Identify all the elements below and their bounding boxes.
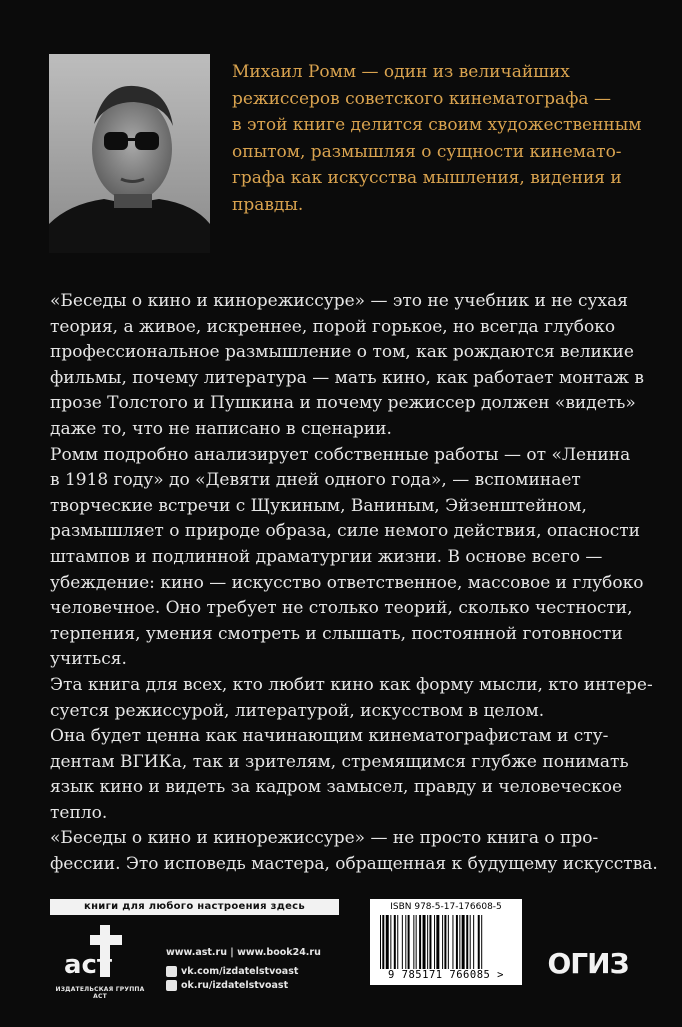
body-line: Она будет ценна как начинающим кинематографистам и сту- (50, 726, 609, 747)
body-line: язык кино и видеть за кадром замысел, правду и человеческое (50, 777, 623, 798)
body-line: прозе Толстого и Пушкина и почему режиссер должен «видеть» (50, 393, 636, 414)
barcode-bar (413, 915, 414, 969)
vk-text: vk.com/izdatelstvoast (181, 966, 299, 977)
body-line: дентам ВГИКа, так и зрителям, стремящимся глубже понимать (50, 751, 629, 772)
barcode-bar (452, 915, 453, 969)
body-line: штампов и подлинной драматургии жизни. В основе всего — (50, 546, 603, 567)
ast-logo-text: аст (64, 950, 113, 980)
barcode-bar (386, 915, 389, 969)
body-line: фильмы, почему литература — мать кино, как работает монтаж в (50, 367, 644, 388)
barcode-bar (462, 915, 465, 969)
author-photo (49, 54, 210, 253)
intro-line: в этой книге делится своим художественным (232, 115, 642, 135)
body-line: даже то, что не написано в сценарии. (50, 418, 392, 439)
barcode-bar (459, 915, 460, 969)
intro-line: правды. (232, 194, 304, 215)
body-line: в 1918 году» до «Девяти дней одного года», — вспоминает (50, 470, 581, 491)
barcode-bar (380, 915, 381, 969)
barcode-bar (448, 915, 449, 969)
body-line: учиться. (50, 649, 127, 670)
barcode-bar (382, 915, 384, 969)
barcode-bar (444, 915, 446, 969)
barcode-bar (481, 915, 482, 969)
barcode-bar (408, 915, 410, 969)
barcode-bar (434, 915, 435, 969)
body-line: Эта книга для всех, кто любит кино как форму мысли, кто интере- (50, 674, 653, 695)
body-line: Ромм подробно анализирует собственные работы — от «Ленина (50, 444, 631, 465)
tagline-banner: книги для любого настроения здесь (50, 899, 339, 915)
barcode-bar (470, 915, 471, 969)
body-line: тепло. (50, 802, 108, 823)
intro-paragraph (232, 59, 652, 218)
barcode-bar (423, 915, 426, 969)
body-line: «Беседы о кино и кинорежиссуре» — это не учебник и не сухая (50, 291, 628, 311)
ok-icon (166, 980, 177, 991)
barcode-bar (416, 915, 417, 969)
publisher-websites[interactable]: www.ast.ru | www.book24.ru (166, 947, 321, 958)
body-line: теория, а живое, искреннее, порой горькое, но всегда глубоко (50, 316, 616, 337)
publisher-caption: ИЗДАТЕЛЬСКАЯ ГРУППА АСТ (55, 986, 145, 1000)
vk-link[interactable] (166, 966, 298, 977)
vk-icon (166, 966, 177, 977)
barcode-bar (427, 915, 428, 969)
body-line: человечное. Оно требует не столько теорий, сколько честности, (50, 598, 633, 619)
body-line: профессиональное размышление о том, как рождаются великие (50, 342, 634, 363)
barcode-bar (405, 915, 406, 969)
ast-logo-icon (62, 921, 132, 981)
barcode-bar (478, 915, 480, 969)
body-line: размышляет о природе образа, силе немого действия, опасности (50, 521, 640, 542)
body-line: суется режиссурой, литературой, искусством в целом. (50, 700, 545, 721)
isbn-text: ISBN 978-5-17-176608-5 (390, 902, 502, 912)
barcode-bar (466, 915, 468, 969)
body-line: фессии. Это исповедь мастера, обращенная к будущему искусства. (50, 854, 658, 875)
intro-line: опытом, размышляя о сущности кинемато- (232, 141, 622, 162)
barcode-bar (442, 915, 443, 969)
body-line: терпения, умения смотреть и слышать, постоянной готовности (50, 623, 623, 644)
barcode-number: 9 785171 766085 > (388, 969, 504, 981)
barcode-bar (429, 915, 431, 969)
intro-line: Михаил Ромм — один из величайших (232, 62, 570, 82)
barcode-bar (436, 915, 439, 969)
body-line: убеждение: кино — искусство ответственное, массовое и глубоко (50, 572, 644, 593)
barcode-bar (397, 915, 398, 969)
barcode-block (370, 899, 522, 985)
ok-text: ok.ru/izdatelstvoast (181, 980, 289, 991)
barcode-bar (456, 915, 458, 969)
body-line: творческие встречи с Щукиным, Ваниным, Эйзенштейном, (50, 495, 587, 516)
barcode-bar (473, 915, 474, 969)
barcode-bar (419, 915, 421, 969)
barcode-bar (390, 915, 391, 969)
description-text (50, 289, 658, 878)
intro-line: графа как искусства мышления, видения и (232, 168, 622, 188)
body-line: «Беседы о кино и кинорежиссуре» — не просто книга о про- (50, 828, 599, 849)
intro-line: режиссеров советского кинематографа — (232, 88, 611, 109)
ogiz-logo-icon (541, 945, 635, 979)
barcode-bars (380, 915, 512, 969)
barcode-bar (402, 915, 403, 969)
barcode-bar (394, 915, 396, 969)
author-portrait-image (49, 54, 210, 253)
ogiz-logo-text: ОГИЗ (547, 947, 629, 979)
ok-link[interactable] (166, 980, 288, 991)
